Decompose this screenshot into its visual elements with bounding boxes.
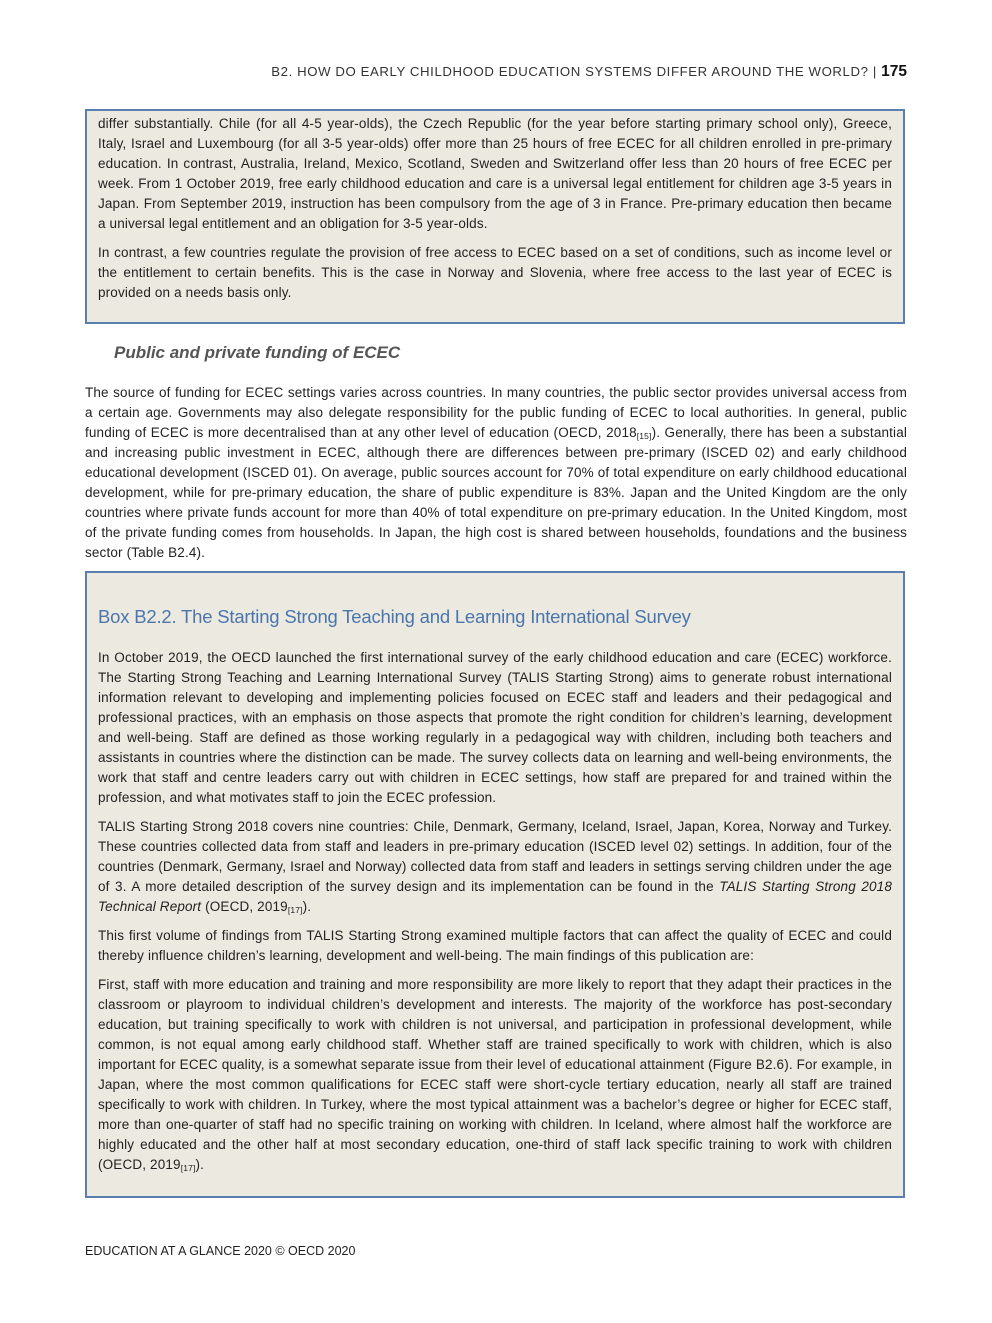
running-header: [271, 63, 907, 81]
reference-link-17b[interactable]: [17]: [180, 1163, 196, 1173]
header-separator: |: [872, 64, 877, 79]
report-title: TALIS Starting Strong 2018 Technical Report: [98, 879, 892, 914]
box2-paragraph-4: [98, 975, 892, 1175]
running-title: B2. HOW DO EARLY CHILDHOOD EDUCATION SYSTEMS DIFFER AROUND THE WORLD?: [271, 64, 869, 79]
box2-paragraph-2: [98, 817, 892, 917]
section-p1-text-b: ). Generally, there has been a substantial and increasing public investment in ECEC, although there are differences between pre-primary (ISCED 02) and early childhood educational development (ISCED 01). On average, public sources account for 70% of total expenditure on early childhood educational development, while for pre-primary education, the share of public expenditure is 83%. Japan and the United Kingdom are the only countries where private funds account for more than 40% of total expenditure on pre-primary education. In the United Kingdom, most of the private funding comes from households. In Japan, the high cost is shared between households, foundations and the business sector (Table B2.4).: [85, 425, 907, 560]
box2-p2-text-a: TALIS Starting Strong 2018 covers nine countries: Chile, Denmark, Germany, Iceland, Israel, Japan, Korea, Norway and Turkey. These countries collected data from staff and leaders in pre-primary education (ISCED level 02) settings. In addition, four of the countries (Denmark, Germany, Israel and Norway) collected data from staff and leaders in settings serving children under the age of 3. A more detailed description of the survey design and its implementation can be found in the: [98, 819, 892, 894]
box2-p2-text-b: (OECD, 2019: [201, 899, 288, 914]
box2-paragraph-1: In October 2019, the OECD launched the first international survey of the early childhood education and care (ECEC) workforce. The Starting Strong Teaching and Learning International Survey (TALIS Starting Strong) aims to generate robust international information relevant to developing and implementing policies focused on ECEC staff and leaders and their pedagogical and professional practices, with an emphasis on those aspects that promote the right condition for children’s learning, development and well-being. Staff are defined as those working regularly in a pedagogical way with children, including both teachers and assistants in countries where the distinction can be made. The survey collects data on learning and well-being environments, the work that staff and centre leaders carry out with children in ECEC settings, how staff are prepared for and trained within the profession, and what motivates staff to join the ECEC profession.: [98, 650, 892, 805]
page-footer: EDUCATION AT A GLANCE 2020 © OECD 2020: [85, 1244, 356, 1258]
reference-link-15[interactable]: [15]: [636, 431, 652, 441]
box2-p4-text-b: ).: [195, 1157, 205, 1172]
section-paragraph-1: [85, 383, 907, 563]
box2-p2-text-c: ).: [302, 899, 312, 914]
box2-paragraph-3: This first volume of findings from TALIS Starting Strong examined multiple factors that can affect the quality of ECEC and could thereby influence children’s learning, development and well-being. The main findings of this publication are:: [98, 928, 892, 963]
section-heading: Public and private funding of ECEC: [114, 343, 401, 362]
page-number: 175: [881, 63, 907, 80]
reference-link-17[interactable]: [17]: [287, 905, 303, 915]
box-b2-2: [85, 571, 905, 1198]
continued-box: [85, 109, 905, 324]
section-body: [85, 383, 907, 572]
box2-p4-text-a: First, staff with more education and training and more responsibility are more likely to report that they adapt their practices in the classroom or playroom to individual children’s development and interests. The majority of the workforce has post-secondary education, but training specifically to work with children is not universal, and participation in professional development, while common, is not equal among early childhood staff. Whether staff are trained specifically to work with children, which is also important for ECEC quality, is a somewhat separate issue from their level of educational attainment (Figure B2.6). For example, in Japan, where the most common qualifications for ECEC staff were short-cycle tertiary education, nearly all staff are trained specifically to work with children. In Turkey, where the most typical attainment was a bachelor’s degree or higher for ECEC staff, more than one-quarter of staff had no specific training on working with children. In Iceland, where almost half the workforce are highly educated and the other half at most secondary education, one-third of staff lack specific training to work with children (OECD, 2019: [98, 977, 892, 1172]
box-title: Box B2.2. The Starting Strong Teaching and Learning International Survey: [98, 606, 691, 627]
section-p1-text-a: The source of funding for ECEC settings varies across countries. In many countries, the public sector provides universal access from a certain age. Governments may also delegate responsibility for the public funding of ECEC to local authorities. In general, public funding of ECEC is more decentralised than at any other level of education (OECD, 2018: [85, 385, 907, 440]
box1-paragraph-2: In contrast, a few countries regulate the provision of free access to ECEC based on a set of conditions, such as income level or the entitlement to certain benefits. This is the case in Norway and Slovenia, where free access to the last year of ECEC is provided on a needs basis only.: [98, 245, 892, 300]
box1-paragraph-1: differ substantially. Chile (for all 4-5 year-olds), the Czech Republic (for the year before starting primary school only), Greece, Italy, Israel and Luxembourg (for all 3-5 year-olds) offer more than 25 hours of free ECEC for all children enrolled in pre-primary education. In contrast, Australia, Ireland, Mexico, Scotland, Sweden and Switzerland offer less than 20 hours of free ECEC per week. From 1 October 2019, free early childhood education and care is a universal legal entitlement for children age 3-5 years in Japan. From September 2019, instruction has been compulsory from the age of 3 in France. Pre-primary education then became a universal legal entitlement and an obligation for 3-5 year-olds.: [98, 116, 892, 231]
